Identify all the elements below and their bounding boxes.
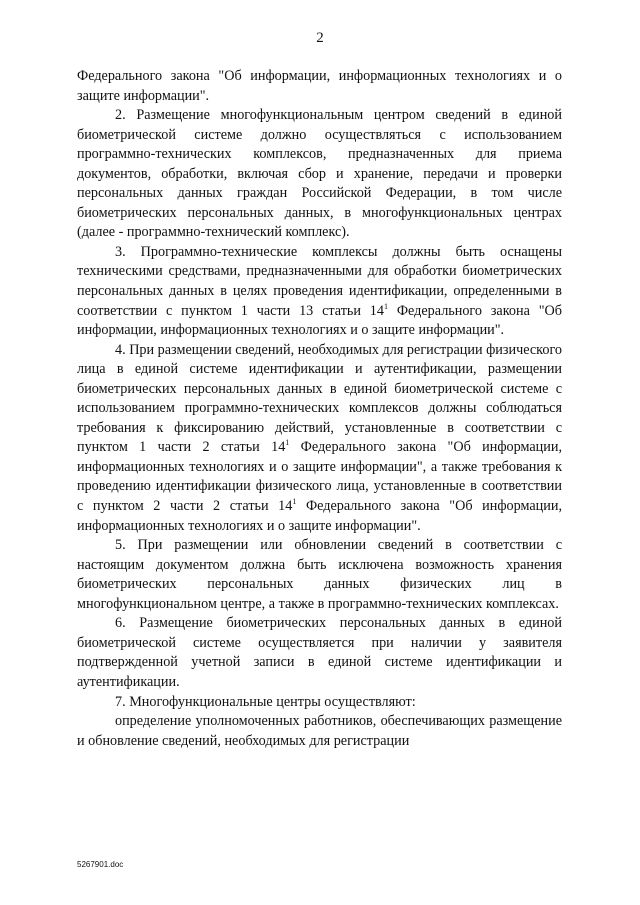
paragraph-3 (77, 243, 562, 341)
paragraph-4 (77, 341, 562, 536)
document-body (77, 67, 562, 751)
paragraph-continuation: Федерального закона "Об информации, информационных технологиях и о защите информации". (77, 68, 562, 104)
paragraph-4-text-c: Федерального закона "Об информации, информационных технологиях и о защите информации". (77, 498, 563, 534)
superscript-1: 1 (384, 301, 388, 311)
paragraph-7-item: определение уполномоченных работников, обеспечивающих размещение и обновление сведений, необходимых для регистрации (77, 713, 562, 749)
paragraph-4-text-a: 4. При размещении сведений, необходимых для регистрации физического лица в единой системе идентификации и аутентификации, размещении биометрических персональных данных в единой биометрической системе с использованием программно-технических комплексов должны соблюдаться требования к фиксированию действий, установленные в соответствии с пунктом 1 части 2 статьи 14 (77, 341, 563, 456)
paragraph-7: 7. Многофункциональные центры осуществляют: (115, 693, 416, 710)
paragraph-6: 6. Размещение биометрических персональных данных в единой биометрической системе осуществляется при наличии у заявителя подтвержденной учетной записи в единой системе идентификации и аутентификации. (77, 615, 562, 690)
paragraph-5: 5. При размещении или обновлении сведений в соответствии с настоящим документом должна быть исключена возможность хранения биометрических персональных данных физических лиц в многофункциональном центре, а также в программно-технических комплексах. (77, 537, 562, 612)
paragraph-3-text-a: 3. Программно-технические комплексы должны быть оснащены техническими средствами, предназначенными для обработки биометрических персональных данных в целях проведения идентификации, определенными в соответствии с пунктом 1 части 13 статьи 14 (77, 243, 562, 319)
paragraph-2: 2. Размещение многофункциональным центром сведений в единой биометрической системе должно осуществляться с использованием программно-технических комплексов, предназначенных для приема документов, обработки, включая сбор и хранение, передачи и проверки персональных данных граждан Российской Федерации, в том числе биометрических персональных данных, в многофункциональных центрах (далее - программно-технический комплекс). (77, 107, 562, 241)
paragraph-4-text-b: Федерального закона "Об информации, информационных технологиях и о защите информации", а также требования к проведению идентификации физического лица, установленные в соответствии с пунктом 2 части 2 статьи 14 (77, 439, 562, 515)
paragraph-3-text-b: Федерального закона "Об информации, информационных технологиях и о защите информации". (77, 302, 562, 339)
superscript-1: 1 (285, 438, 290, 448)
superscript-1: 1 (292, 497, 297, 507)
footer-file-name: 5267901.doc (77, 860, 124, 869)
page-number: 2 (316, 30, 324, 46)
